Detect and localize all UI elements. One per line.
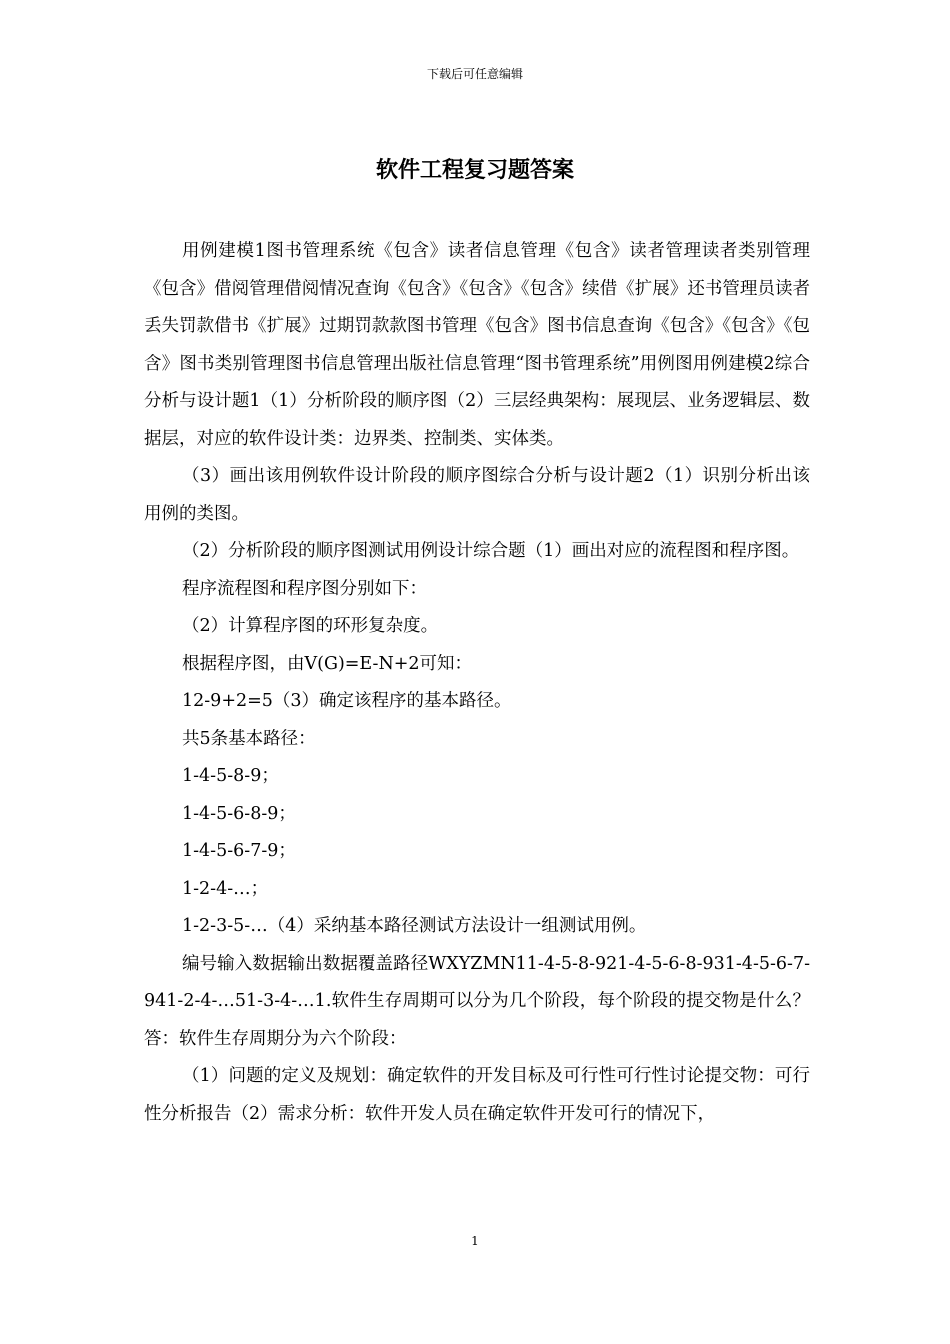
document-title: 软件工程复习题答案 <box>375 158 574 183</box>
paragraph: 根据程序图，由V(G)=E-N+2可知： <box>182 653 473 674</box>
paragraph: （1）问题的定义及规划：确定软件的开发目标及可行性可行性讨论提交物：可行性分析报告（2）需求分析：软件开发人员在确定软件开发可行的情况下， <box>144 1066 810 1124</box>
paragraph: 编号输入数据输出数据覆盖路径WXYZMN11-4-5-8-921-4-5-6-8-931-4-5-6-7-941-2-4-…51-3-4-…1.软件生存周期可以分为几个阶段，每个阶段的提交物是什么？答：软件生存周期分为六个阶段： <box>144 953 810 1049</box>
paragraph: 共5条基本路径： <box>182 728 316 749</box>
path-item: 1-2-4-…； <box>182 878 269 899</box>
path-item: 1-4-5-6-7-9； <box>182 841 296 861</box>
path-item: 1-4-5-8-9； <box>182 766 279 786</box>
paragraph: 12-9+2=5（3）确定该程序的基本路径。 <box>182 691 512 711</box>
page-number: 1 <box>471 1234 479 1248</box>
paragraph: （2）分析阶段的顺序图测试用例设计综合题（1）画出对应的流程图和程序图。 <box>182 541 800 561</box>
paragraph: （3）画出该用例软件设计阶段的顺序图综合分析与设计题2（1）识别分析出该用例的类图。 <box>144 466 810 524</box>
paragraph: 程序流程图和程序图分别如下： <box>182 578 427 599</box>
path-item: 1-4-5-6-8-9； <box>182 803 296 824</box>
paragraph: 用例建模1图书管理系统《包含》读者信息管理《包含》读者管理读者类别管理《包含》借阅管理借阅情况查询《包含》《包含》《包含》续借《扩展》还书管理员读者丢失罚款借书《扩展》过期罚款款图书管理《包含》图书信息查询《包含》《包含》《包含》图书类别管理图书信息管理出版社信息管理“图书管理系统”用例图用例建模2综合分析与设计题1（1）分析阶段的顺序图（2）三层经典架构：展现层、业务逻辑层、数据层，对应的软件设计类：边界类、控制类、实体类。 <box>144 241 810 449</box>
document-body <box>144 233 810 1133</box>
page-header: 下载后可任意编辑 <box>426 67 523 81</box>
path-item: 1-2-3-5-…（4）采纳基本路径测试方法设计一组测试用例。 <box>182 916 647 936</box>
paragraph: （2）计算程序图的环形复杂度。 <box>182 616 439 636</box>
